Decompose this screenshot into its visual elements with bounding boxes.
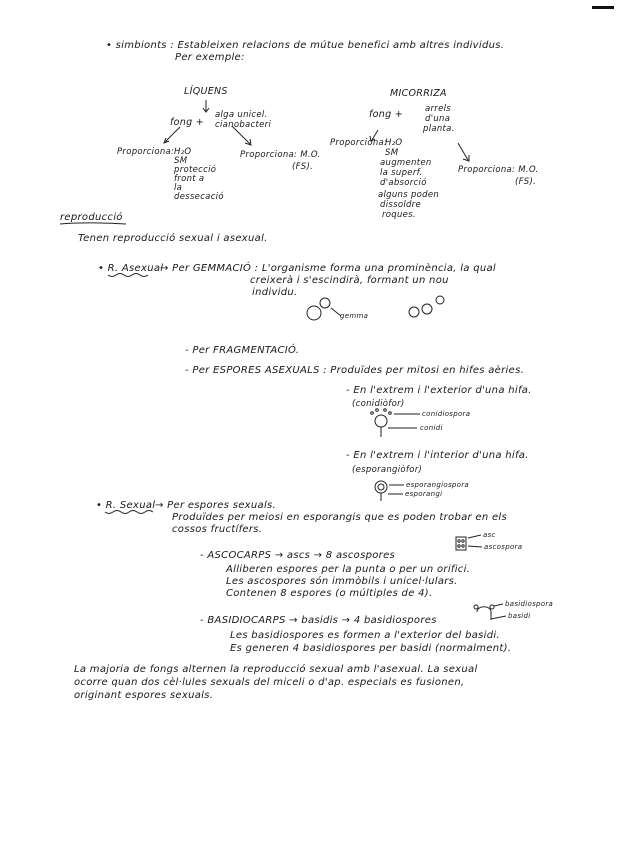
liquens-prop1-item: dessecació <box>174 192 224 202</box>
esporangiofor-label: (esporangiòfor) <box>352 465 423 475</box>
liquens-prop1-item: la <box>174 183 183 193</box>
esporangi-label: esporangi <box>405 490 443 498</box>
micorriza-prop1-item: d'absorció <box>380 178 427 188</box>
final-line-2: ocorre quan dos cèl·lules sexuals del miceli o d'ap. especials es fusionen, <box>74 677 465 688</box>
micorriza-prop2-sub: (FS). <box>515 177 537 187</box>
gemma-label: gemma <box>340 312 369 320</box>
micorriza-formula: fong + <box>369 109 403 120</box>
liquens-prop1-item: front a <box>174 174 205 184</box>
gemmacio-line-2: creixerà i s'escindirà, formant un nou <box>250 275 449 286</box>
basidi-label: basidi <box>508 612 531 620</box>
asc-line-1: Alliberen espores per la punta o per un orifici. <box>226 564 471 575</box>
sexual-line: → Per espores sexuals. <box>155 500 277 511</box>
asc-line-3: Contenen 8 espores (o múltiples de 4). <box>226 588 433 599</box>
extrem-exterior-line: - En l'extrem i l'exterior d'una hifa. <box>346 385 532 396</box>
liquens-title: LÍQUENS <box>184 86 228 97</box>
gemmacio-line-1: → Per GEMMACIÓ : L'organisme forma una prominència, la qual <box>160 263 496 274</box>
liquens-prop1-item: protecció <box>174 165 217 175</box>
conidiospora-label: conidiospora <box>422 410 471 418</box>
micorriza-prop1-item: alguns poden <box>378 190 440 200</box>
liquens-prop1: Proporciona: <box>117 147 175 157</box>
basidiocarps-line: - BASIDIOCARPS → basidis → 4 basidiospores <box>200 615 437 626</box>
micorriza-prop1-item: la superf. <box>380 168 423 178</box>
liquens-alga: alga unicel. <box>215 110 268 120</box>
basidiospora-label: basidiospora <box>505 600 554 608</box>
liquens-prop1-item: H₂O <box>174 147 192 157</box>
micorriza-prop1-item: augmenten <box>380 158 432 168</box>
micorriza-prop1-item: dissoldre <box>380 200 421 210</box>
liquens-prop2-sub: (FS). <box>292 162 314 172</box>
asc-line-2: Les ascospores són immòbils i unicel·lulars. <box>226 576 458 587</box>
conidiofor-label: (conidiòfor) <box>352 399 405 409</box>
liquens-prop2: Proporciona: M.O. <box>240 150 321 160</box>
espores-asexuals-line: - Per ESPORES ASEXUALS : Produïdes per mitosi en hifes aèries. <box>185 365 525 376</box>
esporangiospora-label: esporangiospora <box>406 481 469 489</box>
gemmacio-line-3: individu. <box>252 287 298 298</box>
conidi-label: conidi <box>420 424 443 432</box>
sexual-line-2: Produïdes per meiosi en esporangis que es poden trobar en els <box>172 512 508 523</box>
basidio-line-2: Es generen 4 basidiospores per basidi (normalment). <box>230 643 512 654</box>
sexual-label: • R. Sexual <box>96 500 156 511</box>
ascocarps-line: - ASCOCARPS → ascs → 8 ascospores <box>200 550 396 561</box>
micorriza-prop1: Proporciona: <box>330 138 388 148</box>
micorriza-prop1-item: SM <box>385 148 399 158</box>
micorriza-arrels: d'una <box>425 114 451 124</box>
micorriza-arrels: arrels <box>425 104 452 114</box>
micorriza-arrels: planta. <box>423 124 455 134</box>
reproduccio-heading: reproducció <box>60 212 123 223</box>
micorriza-prop1-item: H₂O <box>385 138 403 148</box>
final-line-3: originant espores sexuals. <box>74 690 214 701</box>
fragmentacio-line: - Per FRAGMENTACIÓ. <box>185 345 300 356</box>
micorriza-prop2: Proporciona: M.O. <box>458 165 539 175</box>
liquens-prop1-item: SM <box>174 156 188 166</box>
asexual-label: • R. Asexual <box>98 263 164 274</box>
simbionts-line-2: Per exemple: <box>175 52 245 63</box>
simbionts-line-1: • simbionts : Estableixen relacions de mútue benefici amb altres individus. <box>106 40 505 51</box>
basidio-line-1: Les basidiospores es formen a l'exterior del basidi. <box>230 630 500 641</box>
micorriza-title: MICORRIZA <box>390 88 447 99</box>
liquens-cianobacteri: cianobacteri <box>215 120 272 130</box>
asc-label: asc <box>483 531 496 539</box>
sexual-line-3: cossos fructífers. <box>172 524 263 535</box>
ascospora-label: ascospora <box>484 543 523 551</box>
final-line-1: La majoria de fongs alternen la reproducció sexual amb l'asexual. La sexual <box>74 664 478 675</box>
reproduccio-intro: Tenen reproducció sexual i asexual. <box>78 233 268 244</box>
liquens-formula: fong + <box>170 117 204 128</box>
extrem-interior-line: - En l'extrem i l'interior d'una hifa. <box>346 450 529 461</box>
micorriza-prop1-item: roques. <box>382 210 416 220</box>
